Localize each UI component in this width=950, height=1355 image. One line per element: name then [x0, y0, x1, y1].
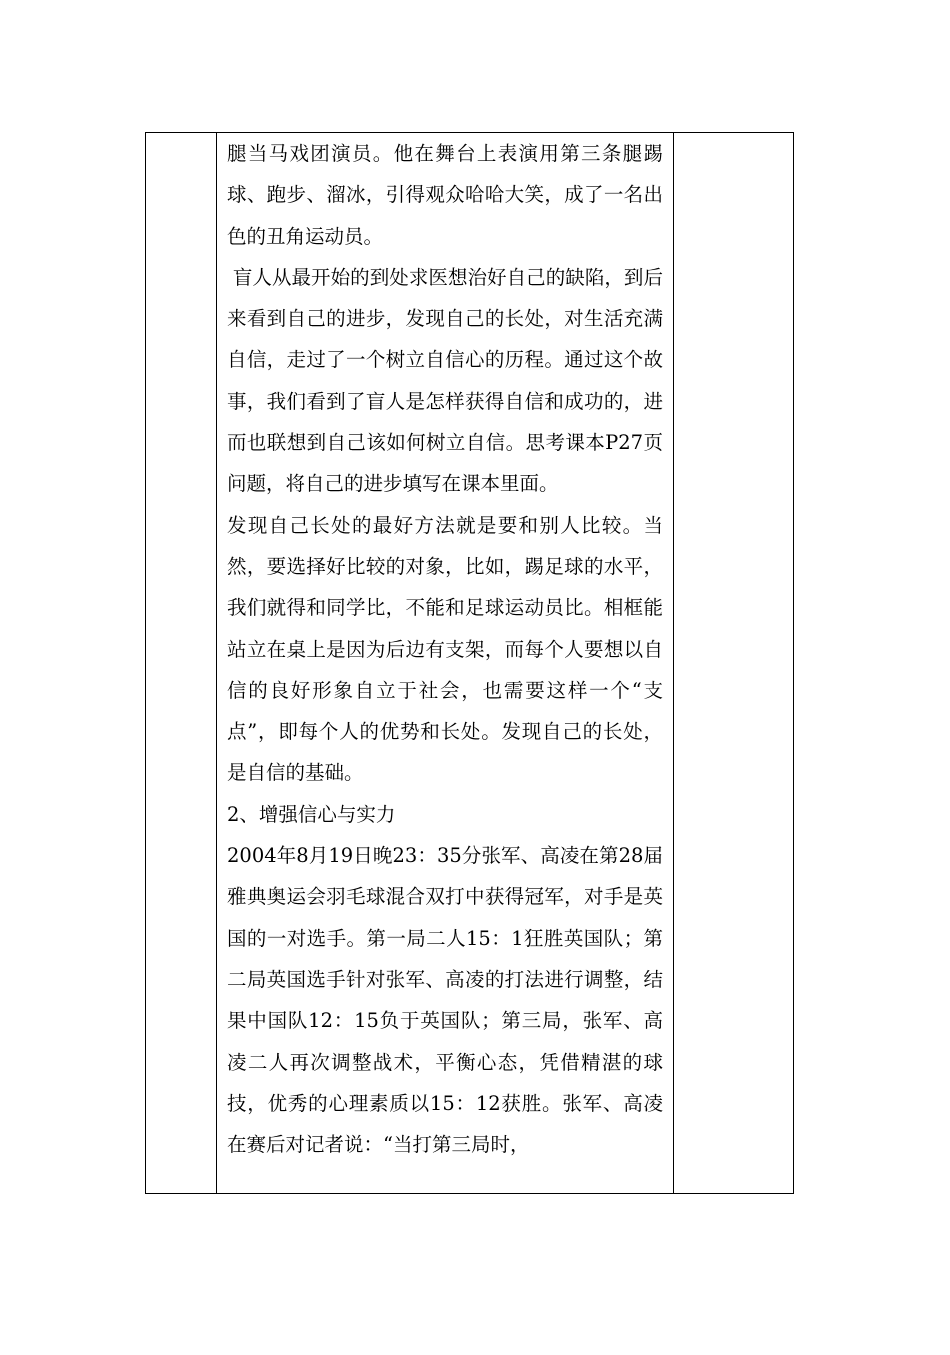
lesson-table — [145, 132, 794, 1194]
paragraph-3: 发现自己长处的最好方法就是要和别人比较。当然，要选择好比较的对象，比如，踢足球的水平，我们就得和同学比，不能和足球运动员比。相框能站立在桌上是因为后边有支架，而每个人要想以自信的良好形象自立于社会，也需要这样一个“支点”，即每个人的优势和长处。发现自己的长处，是自信的基础。 — [227, 513, 663, 785]
content-cell — [217, 133, 674, 1194]
left-column-cell — [146, 133, 217, 1194]
section-heading: 2、增强信心与实力 — [227, 802, 396, 826]
table-row — [146, 133, 794, 1194]
right-column-cell — [674, 133, 794, 1194]
paragraph-1: 腿当马戏团演员。他在舞台上表演用第三条腿踢球、跑步、溜冰，引得观众哈哈大笑，成了一名出色的丑角运动员。 — [227, 142, 663, 248]
paragraph-2: 盲人从最开始的到处求医想治好自己的缺陷，到后来看到自己的进步，发现自己的长处，对生活充满自信，走过了一个树立自信心的历程。通过这个故事，我们看到了盲人是怎样获得自信和成功的，进而也联想到自己该如何树立自信。思考课本P27页问题，将自己的进步填写在课本里面。 — [227, 265, 663, 496]
content-body — [217, 133, 673, 1165]
paragraph-4: 2004年8月19日晚23：35分张军、高凌在第28届雅典奥运会羽毛球混合双打中获得冠军，对手是英国的一对选手。第一局二人15：1狂胜英国队；第二局英国选手针对张军、高凌的打法进行调整，结果中国队12：15负于英国队；第三局，张军、高凌二人再次调整战术，平衡心态，凭借精湛的球技，优秀的心理素质以15：12获胜。张军、高凌在赛后对记者说：“当打第三局时， — [227, 844, 663, 1157]
